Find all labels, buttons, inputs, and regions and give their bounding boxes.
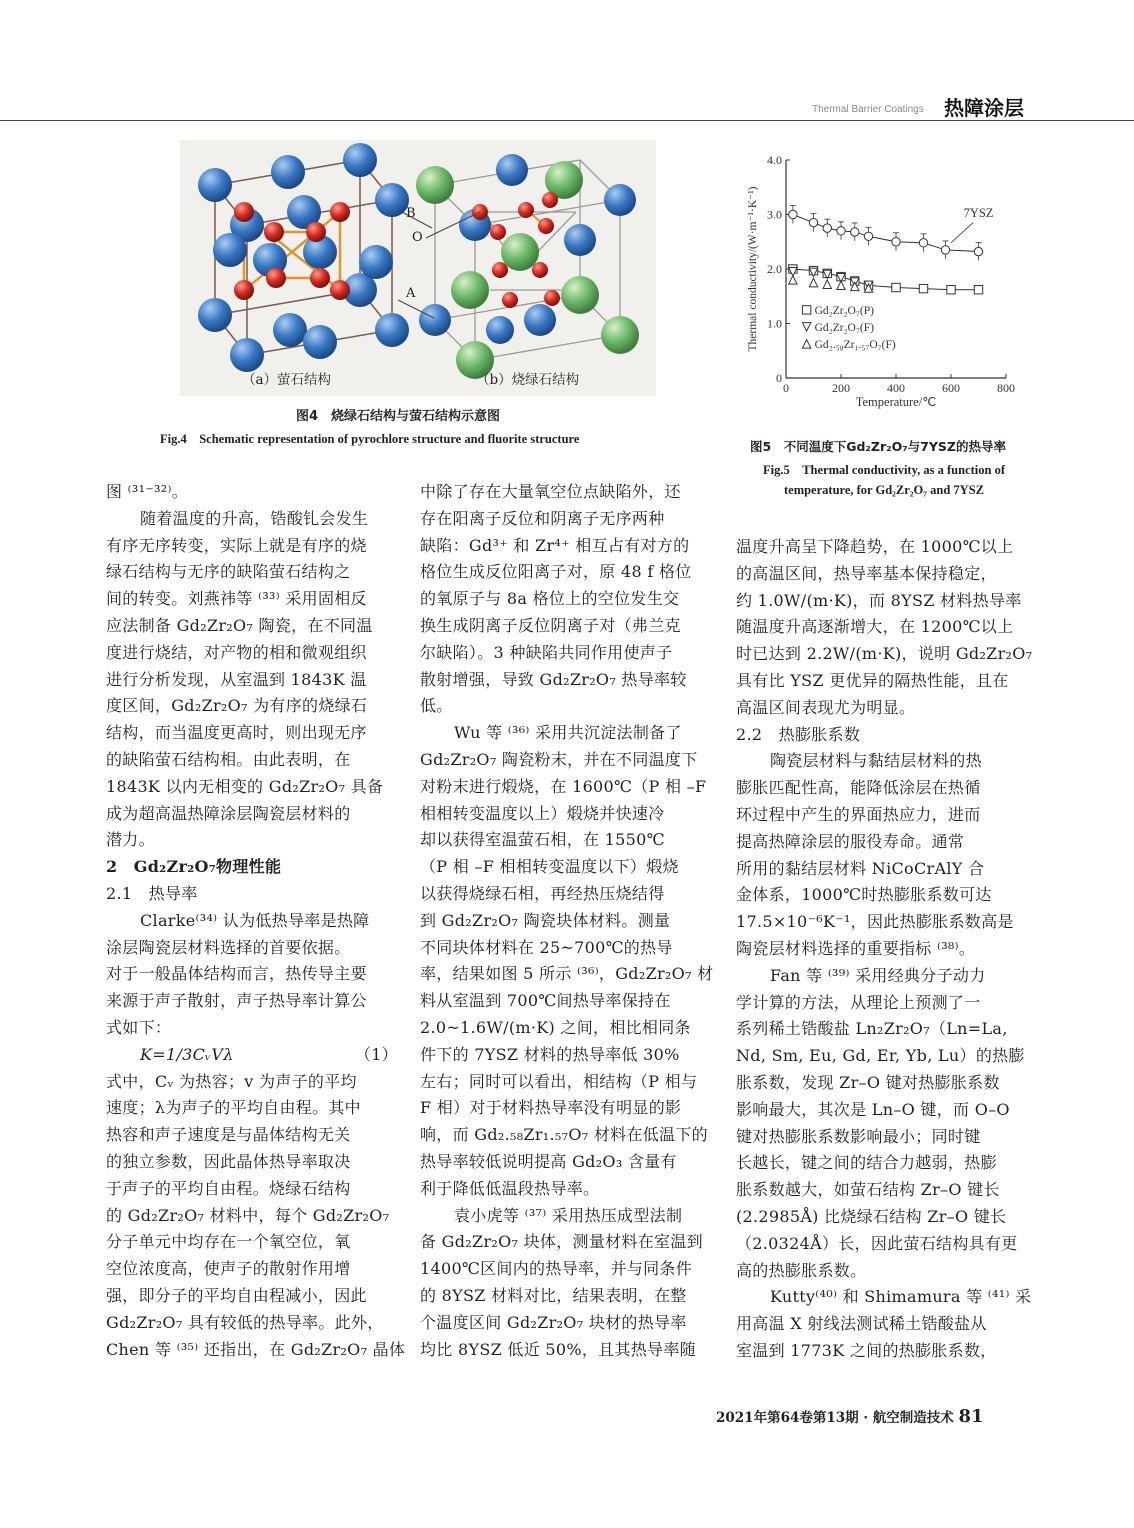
- text-line: Gd₂Zr₂O₇ 陶瓷粉末，并在不同温度下: [420, 749, 698, 769]
- text-line: 率，结果如图 5 所示 ⁽³⁶⁾，Gd₂Zr₂O₇ 材: [420, 964, 714, 984]
- figure-5-caption-en-2: temperature, for Gd₂Zr₂O₇ and 7YSZ: [783, 483, 984, 497]
- data-point: [974, 247, 982, 255]
- data-point: [823, 224, 831, 232]
- running-header-en: Thermal Barrier Coatings: [812, 104, 924, 115]
- section-heading-2: 2 Gd₂Zr₂O₇物理性能: [106, 857, 282, 877]
- text-line: 学计算的方法，从理论上预测了一: [736, 992, 981, 1012]
- text-line: Kutty⁽⁴⁰⁾ 和 Shimamura 等 ⁽⁴¹⁾ 采: [770, 1287, 1032, 1307]
- text-line: 所用的黏结层材料 NiCoCrAlY 合: [736, 858, 985, 878]
- journal-info: 2021年第64卷第13期 · 航空制造技术: [716, 1410, 954, 1426]
- text-line: 缺陷：Gd³⁺ 和 Zr⁴⁺ 相互占有对方的: [420, 535, 690, 555]
- text-line: 存在阳离子反位和阴离子无序两种: [420, 508, 665, 528]
- text-line: 约 1.0W/(m·K)，而 8YSZ 材料热导率: [736, 590, 1022, 610]
- text-line: 图 ⁽³¹⁻³²⁾。: [106, 482, 189, 501]
- text-line: 结构，而当温度更高时，则出现无序: [106, 723, 367, 743]
- data-point: [851, 228, 859, 236]
- equation: K=1/3CᵥVλ: [140, 1044, 234, 1064]
- pyrochlore-structure: [398, 154, 639, 379]
- label-A: A: [406, 286, 416, 301]
- text-line: 1843K 以内无相变的 Gd₂Zr₂O₇ 具备: [106, 776, 384, 796]
- subsection-heading-2-2: 2.2 热膨胀系数: [736, 724, 861, 744]
- figure-4-image: [180, 140, 656, 396]
- legend-entry: Gd₂.₅₈Zr₁.₅₇O₇(F): [814, 338, 896, 351]
- text-line: 的独立参数，因此晶体热导率取决: [106, 1151, 351, 1171]
- text-line: （2.0324Å）长，因此萤石结构具有更: [736, 1233, 1018, 1253]
- text-line: 进行分析发现，从室温到 1843K 温: [106, 669, 367, 689]
- annotation-leader: [951, 223, 973, 243]
- text-line: 热容和声子速度是与晶体结构无关: [106, 1125, 351, 1145]
- text-line: 来源于声子散射，声子热导率计算公: [106, 991, 367, 1011]
- text-line: 散射增强，导致 Gd₂Zr₂O₇ 热导率较: [420, 669, 687, 689]
- subsection-heading-2-1: 2.1 热导率: [106, 883, 198, 903]
- data-point: [837, 281, 845, 289]
- data-point: [837, 227, 845, 235]
- text-line: 长越长，键之间的结合力越弱，热膨: [736, 1153, 997, 1173]
- text-line: 键对热膨胀系数影响最小；同时键: [736, 1126, 981, 1146]
- text-line: 陶瓷层材料选择的重要指标 ⁽³⁸⁾。: [736, 938, 976, 958]
- data-point: [823, 280, 831, 288]
- text-line: 胀系数，发现 Zr–O 键对热膨胀系数: [736, 1072, 1000, 1092]
- text-line: 均比 8YSZ 低近 50%，且其热导率随: [420, 1339, 696, 1359]
- text-line: 却以获得室温萤石相，在 1550℃: [420, 830, 665, 850]
- data-point: [919, 284, 927, 292]
- text-line: 响，而 Gd₂.₅₈Zr₁.₅₇O₇ 材料在低温下的: [420, 1125, 708, 1145]
- data-point: [789, 210, 797, 218]
- text-line: 金体系，1000℃时热膨胀系数可达: [736, 885, 992, 905]
- text-line: 速度；λ为声子的平均自由程。其中: [106, 1098, 361, 1118]
- text-line: 陶瓷层材料与黏结层材料的热: [770, 751, 982, 771]
- x-tick-label: 400: [887, 381, 905, 395]
- subcaption-a: （a）萤石结构: [242, 372, 332, 388]
- subcaption-b: （b）烧绿石结构: [476, 372, 580, 388]
- x-tick-label: 600: [942, 381, 960, 395]
- data-point: [892, 238, 900, 246]
- series-line: [793, 215, 979, 252]
- text-line: 应法制备 Gd₂Zr₂O₇ 陶瓷，在不同温: [106, 615, 373, 635]
- text-line: 强，即分子的平均自由程减小，因此: [106, 1285, 367, 1305]
- text-line: 对于一般晶体结构而言，热传导主要: [106, 964, 367, 984]
- text-line: 格位生成反位阳离子对，原 48 f 格位: [420, 562, 692, 582]
- text-line: 影响最大，其次是 Ln–O 键，而 O–O: [736, 1099, 1010, 1119]
- column-1: [106, 479, 406, 1363]
- figure-5-caption-en-1: Fig.5 Thermal conductivity, as a function of: [762, 463, 1006, 477]
- data-point: [809, 278, 817, 286]
- data-point: [802, 306, 810, 314]
- x-tick-label: 0: [783, 381, 789, 395]
- text-line: 个温度区间 Gd₂Zr₂O₇ 块材的热导率: [420, 1312, 687, 1332]
- label-O: O: [412, 230, 423, 245]
- text-line: 左右；同时可以看出，相结构（P 相与: [420, 1071, 698, 1091]
- text-line: 的氧原子与 8a 格位上的空位发生交: [420, 589, 680, 609]
- text-line: 胀系数越大，如萤石结构 Zr–O 键长: [736, 1180, 1000, 1200]
- legend-entry: Gd₂Zr₂O₇(F): [814, 321, 874, 334]
- y-tick-label: 2.0: [767, 262, 782, 276]
- text-line: 膨胀匹配性高，能降低涂层在热循: [736, 778, 981, 798]
- text-line: 换生成阴离子反位阴离子对（弗兰克: [420, 615, 681, 635]
- figure-5-caption-cn: 图5 不同温度下Gd₂Zr₂O₇与7YSZ的热导率: [750, 439, 1007, 454]
- text-line: 不同块体材料在 25~700℃的热导: [420, 937, 673, 957]
- text-line: 空位浓度高，使声子的散射作用增: [106, 1259, 351, 1279]
- column-3: [736, 534, 1033, 1365]
- y-tick-label: 0: [776, 371, 782, 385]
- text-line: 提高热障涂层的服役寿命。通常: [736, 831, 965, 851]
- y-tick-label: 3.0: [767, 207, 782, 222]
- y-axis-label: Thermal conductivity/(W·m⁻¹·K⁻¹): [747, 186, 759, 352]
- text-line: 式中，Cᵥ 为热容；v 为声子的平均: [106, 1071, 357, 1091]
- text-line: Chen 等 ⁽³⁵⁾ 还指出，在 Gd₂Zr₂O₇ 晶体: [106, 1339, 406, 1359]
- text-line: 的缺陷萤石结构相。由此表明，在: [106, 749, 351, 769]
- text-line: 备 Gd₂Zr₂O₇ 块体，测量材料在室温到: [420, 1232, 703, 1252]
- data-point: [941, 246, 949, 254]
- data-point: [789, 276, 797, 284]
- equation-line: [106, 1042, 398, 1069]
- text-line: Wu 等 ⁽³⁶⁾ 采用共沉淀法制备了: [454, 723, 682, 743]
- label-B: B: [406, 206, 416, 221]
- text-line: 具有比 YSZ 更优异的隔热性能，且在: [736, 670, 1009, 690]
- text-line: 以获得烧绿石相，再经热压烧结得: [420, 883, 665, 903]
- text-line: （P 相 –F 相相转变温度以下）煅烧: [420, 857, 679, 877]
- text-line: 对粉末进行煅烧，在 1600℃（P 相 –F: [420, 776, 707, 796]
- text-line: 尔缺陷）。3 种缺陷共同作用使声子: [420, 642, 673, 662]
- text-line: 温度升高呈下降趋势，在 1000℃以上: [736, 537, 1014, 556]
- text-line: 潜力。: [106, 830, 155, 850]
- text-line: 随温度升高逐渐增大，在 1200℃以上: [736, 617, 1014, 637]
- equation-number: （1）: [354, 1044, 398, 1064]
- text-line: 分子单元中均存在一个氧空位，氧: [106, 1232, 351, 1252]
- text-line: Fan 等 ⁽³⁹⁾ 采用经典分子动力: [770, 965, 986, 985]
- text-line: Nd, Sm, Eu, Gd, Er, Yb, Lu）的热膨: [736, 1046, 1025, 1066]
- page-footer: [716, 1406, 984, 1427]
- text-line: 用高温 X 射线法测试稀土锆酸盐从: [736, 1314, 987, 1334]
- running-header-cn: 热障涂层: [944, 96, 1024, 120]
- text-line: F 相）对于材料热导率没有明显的影: [420, 1098, 682, 1118]
- x-tick-label: 800: [997, 381, 1015, 395]
- text-line: 于声子的平均自由程。烧绿石结构: [106, 1178, 351, 1198]
- header-rule: [0, 120, 1134, 121]
- text-line: 相相转变温度以上）煅烧并快速冷: [420, 803, 665, 823]
- text-line: 的 Gd₂Zr₂O₇ 材料中，每个 Gd₂Zr₂O₇: [106, 1205, 390, 1225]
- data-point: [802, 323, 810, 331]
- data-point: [802, 340, 810, 348]
- legend-entry: Gd₂Zr₂O₇(P): [814, 304, 874, 317]
- text-line: 热导率较低说明提高 Gd₂O₃ 含量有: [420, 1151, 677, 1171]
- text-line: 1400℃区间内的热导率，并与同条件: [420, 1259, 693, 1279]
- text-line: 涂层陶瓷层材料选择的首要依据。: [106, 937, 351, 957]
- text-line: 成为超高温热障涂层陶瓷层材料的: [106, 803, 351, 823]
- text-line: 随着温度的升高，锆酸钆会发生: [140, 508, 369, 528]
- text-line: 高温区间表现尤为明显。: [736, 697, 916, 717]
- page-number: 81: [958, 1406, 984, 1427]
- text-line: 室温到 1773K 之间的热膨胀系数，: [736, 1340, 997, 1360]
- data-point: [919, 239, 927, 247]
- data-point: [974, 286, 982, 294]
- text-line: 中除了存在大量氧空位点缺陷外，还: [420, 482, 681, 501]
- x-tick-label: 200: [832, 381, 850, 395]
- text-line: 料从室温到 700℃间热导率保持在: [420, 991, 671, 1011]
- y-tick-label: 4.0: [767, 153, 782, 167]
- annotation-7ysz: 7YSZ: [963, 206, 994, 221]
- text-line: 到 Gd₂Zr₂O₇ 陶瓷块体材料。测量: [420, 910, 671, 930]
- text-line: 式如下：: [106, 1017, 172, 1037]
- figure-4-caption-en: Fig.4 Schematic representation of pyrochlore structure and fluorite structure: [160, 432, 580, 446]
- text-line: 件下的 7YSZ 材料的热导率低 30%: [420, 1044, 680, 1064]
- y-tick-label: 1.0: [767, 316, 782, 331]
- text-line: 时已达到 2.2W/(m·K)，说明 Gd₂Zr₂O₇: [736, 644, 1033, 664]
- text-line: 的 8YSZ 材料对比，结果表明，在整: [420, 1285, 687, 1305]
- text-line: Clarke⁽³⁴⁾ 认为低热导率是热障: [140, 910, 370, 930]
- text-line: 度进行烧结，对产物的相和微观组织: [106, 642, 367, 662]
- crystal-structures-illustration: [180, 140, 656, 396]
- x-axis-label: Temperature/℃: [855, 395, 937, 409]
- text-line: 高的热膨胀系数。: [736, 1260, 867, 1280]
- figure-4-caption-cn: 图4 烧绿石结构与萤石结构示意图: [296, 409, 501, 424]
- data-point: [864, 232, 872, 240]
- text-line: 度区间，Gd₂Zr₂O₇ 为有序的烧绿石: [106, 696, 368, 716]
- text-line: 的高温区间，热导率基本保持稳定，: [736, 563, 997, 583]
- text-line: 有序无序转变，实际上就是有序的烧: [106, 535, 367, 555]
- text-line: Gd₂Zr₂O₇ 具有较低的热导率。此外，: [106, 1312, 384, 1332]
- text-line: 低。: [420, 696, 453, 716]
- figure-5-chart: [742, 146, 1026, 416]
- text-line: 系列稀土锆酸盐 Ln₂Zr₂O₇（Ln=La,: [736, 1019, 1008, 1039]
- text-line: (2.2985Å) 比烧绿石结构 Zr–O 键长: [736, 1206, 1007, 1226]
- column-2: [420, 479, 712, 1363]
- text-line: 间的转变。刘燕祎等 ⁽³³⁾ 采用固相反: [106, 589, 367, 609]
- thermal-conductivity-chart: [742, 146, 1026, 416]
- text-line: 绿石结构与无序的缺陷萤石结构之: [106, 562, 351, 582]
- text-line: 环过程中产生的界面热应力，进而: [736, 804, 981, 824]
- text-line: 2.0~1.6W/(m·K) 之间，相比相同条: [420, 1017, 691, 1037]
- data-point: [892, 283, 900, 291]
- data-point: [947, 286, 955, 294]
- text-line: 利于降低低温段热导率。: [420, 1178, 600, 1198]
- text-line: 袁小虎等 ⁽³⁷⁾ 采用热压成型法制: [454, 1205, 683, 1225]
- fluorite-structure: [198, 143, 409, 372]
- text-line: 17.5×10⁻⁶K⁻¹，因此热膨胀系数高是: [736, 912, 1014, 932]
- data-point: [809, 218, 817, 226]
